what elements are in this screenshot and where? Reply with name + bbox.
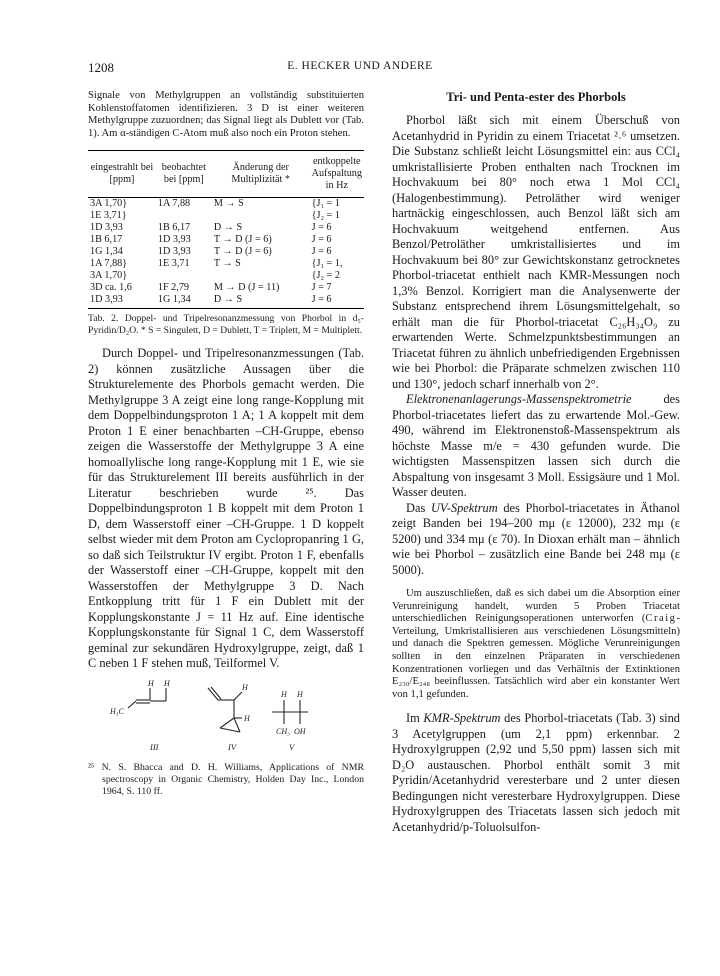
table-cell: J = 6 (310, 294, 364, 309)
emphasis: Elektronenanlagerungs-Massenspektrometrie (406, 392, 632, 406)
table-cell: M → D (J = 11) (213, 282, 280, 294)
table-row (88, 258, 364, 270)
table-cell: 1G 1,34 (156, 294, 212, 309)
page-header (88, 60, 632, 78)
table-cell: 1F 2,79 (157, 282, 190, 294)
table-cell (156, 210, 212, 222)
table-cell: 1D 3,93 (157, 246, 191, 258)
partial-structures-figure (88, 678, 364, 758)
atom-label: CH₃ (276, 726, 290, 736)
formula-label-IV: IV (228, 741, 237, 752)
table-cell (212, 210, 310, 222)
atom-label: H (164, 678, 170, 688)
table-header: entkoppelte Aufspaltung in Hz (310, 151, 364, 198)
table-row (88, 270, 364, 282)
table-row (88, 234, 364, 246)
table-row (88, 222, 364, 234)
formula-label-III: III (150, 741, 159, 752)
table-cell: 1E 3,71 (157, 258, 190, 270)
section-title: Tri- und Penta-ester des Phorbols (446, 90, 626, 104)
atom-label: H (148, 678, 154, 688)
body-paragraph (392, 392, 680, 501)
running-title: E. HECKER UND ANDERE (287, 60, 433, 72)
table-cell: D → S (213, 222, 243, 234)
text-span: Das (406, 500, 431, 515)
table-cell: T → D (J = 6) (213, 234, 272, 246)
table-cell: 1B 6,17 (157, 222, 191, 234)
table-cell: J = 7 (311, 282, 332, 294)
note-paragraph (392, 588, 680, 701)
table-cell: J = 6 (311, 234, 332, 246)
table-cell: 3D ca. 1,6 (90, 282, 132, 294)
table-cell: 1D 3,93 (90, 222, 123, 234)
table-cell: 3A 1,70} (90, 198, 128, 210)
text-span: -Verteilung, Umkristallisieren aus verschiedenen Lösungsmitteln) und danach die Spektren gemessen. Mögliche Verunreinigungen sollten in den einzelnen Präparaten in verschiedenen Konzentrationen vorliegen und das Verhältnis der Extinktionen E₂₃₀/E₂₄₈ beeinflussen. Tatsächlich wird aber ein konstanter Wert von 1,1 gefunden. (392, 613, 680, 700)
body-paragraph (392, 501, 680, 579)
table-row (88, 246, 364, 258)
table-row (88, 294, 364, 309)
intro-paragraph: Signale von Methylgruppen an vollständig substituierten Kohlenstoffatomen identifizieren. 3 D ist einer weiteren Methylgruppe zuzuordnen; das Signal liegt als Dublett vor (Tab. 1). Am α-ständigen C-Atom muß also noch ein Proton stehen. (88, 90, 364, 139)
formula-label-V: V (289, 741, 295, 752)
left-column (88, 90, 364, 798)
table-cell: M → S (213, 198, 244, 210)
footnote: ²⁵ N. S. Bhacca and D. H. Williams, Applications of NMR spectroscopy in Organic Chemistry, Holden Day Inc., London 1964, S. 110 ff. (88, 761, 364, 797)
text-span: des Phorbol-triacetates liefert das zu erwartende Mol.-Gew. 490, während im Elektronenstoß-Massenspektrum als höchste Masse m/e = 430 gefunden wurde. Die wichtigsten Massenspitzen lassen sich durch die Abspaltung von insgesamt 3 Moll. Essigsäure und 1 Mol. Wasser deuten. (392, 392, 680, 499)
table-cell: 1D 3,93 (157, 234, 191, 246)
emphasis: UV-Spektrum (430, 500, 498, 515)
table-header: Änderung der Multiplizität * (212, 151, 310, 198)
right-column (392, 90, 680, 835)
table-cell: {J₂ = 1 (311, 210, 340, 222)
table-cell: T → D (J = 6) (213, 246, 272, 258)
atom-label: H (281, 689, 287, 699)
table-cell: 1G 1,34 (90, 246, 123, 258)
structural-formulas (88, 678, 364, 758)
table-cell: {J₁ = 1, (311, 258, 343, 270)
atom-label: H (244, 713, 250, 723)
table-cell: 1A 7,88} (90, 258, 128, 270)
text-span: Um auszuschließen, daß es sich dabei um die Absorption einer Verunreinigung handelt, wurden 5 Proben Triacetat unterschiedlichen Reinigungsoperationen unterworfen ( (392, 588, 680, 625)
atom-label: OH (294, 726, 306, 736)
table-cell: 1D 3,93 (88, 294, 156, 309)
table-cell: 3A 1,70} (90, 270, 128, 282)
table-cell: 1E 3,71} (90, 210, 127, 222)
table-cell: 1B 6,17 (90, 234, 123, 246)
author-name: Craig (645, 613, 677, 625)
text-span: des Phorbol-triacetats (Tab. 3) sind 3 Acetylgruppen (um 2,1 ppm) erkennbar. 2 Hydroxylgruppen (2,92 und 5,50 ppm) lassen sich mit D₂O austauschen. Phorbol enthält somit 3 mit Pyridin/Acetanhydrid veresterbare und 2 unter diesen Bedingungen nicht veresterbare Hydroxylgruppen. Diese Hydroxylgruppen des Triacetats lassen sich jedoch mit Acetanhydrid/p-Toluolsulfon- (392, 711, 680, 834)
atom-label: H (242, 682, 248, 692)
table-cell: {J₁ = 1 (311, 198, 340, 210)
table-row (88, 282, 364, 294)
table-cell: J = 6 (311, 222, 332, 234)
table-row (88, 210, 364, 222)
table-cell: J = 6 (311, 246, 332, 258)
atom-label: H₃C (110, 706, 124, 716)
nmr-table (88, 150, 364, 309)
table-cell (156, 270, 212, 282)
table-cell (212, 270, 310, 282)
emphasis: KMR-Spektrum (423, 711, 501, 726)
table-row (88, 198, 364, 211)
table-cell: T → S (213, 258, 241, 270)
table-cell: D → S (212, 294, 310, 309)
atom-label: H (297, 689, 303, 699)
page-number: 1208 (88, 60, 114, 75)
table-cell: {J₂ = 2 (311, 270, 340, 282)
table-header: eingestrahlt bei [ppm] (88, 151, 156, 198)
body-paragraph (392, 711, 680, 835)
table-cell: 1A 7,88 (157, 198, 191, 210)
text-span: des Phorbol-triacetates in Äthanol zeigt Banden bei 194–200 mμ (ε 12000), 232 mμ (ε 5200) und 334 mμ (ε 70). In Dioxan erhält man – ähnlich wie bei Phorbol – zusätzlich eine Bande bei 248 mμ (ε 5000). (392, 500, 680, 577)
table-header: beobachtet bei [ppm] (156, 151, 212, 198)
table-caption: Tab. 2. Doppel- und Tripelresonanzmessung von Phorbol in d₅-Pyridin/D₂O. * S = Singulett, D = Dublett, T = Triplett, M = Multiplett. (88, 313, 364, 336)
body-paragraph: Durch Doppel- und Tripelresonanzmessungen (Tab. 2) können zusätzliche Aussagen über die Strukturelemente des Phorbols gemacht werden. Die Methylgruppe 3 A zeigt eine long range-Kopplung mit dem Doppelbindungsproton 1 A; 1 A koppelt mit dem Proton 1 E einer benachbarten –CH-Gruppe, ebenso zeigen die Wasserstoffe der Methylgruppe 3 A eine homoallylische long range-Kopplung mit 1 E, wie sie für das Strukturelement III bereits ausführlich in der Literatur beschrieben wurde ²⁵. Das Doppelbindungsproton 1 B koppelt mit dem Proton 1 D, dem Wasserstoff einer –CH-Gruppe. 1 D koppelt selbst wieder mit dem Proton am Cyclopropanring 1 G, so daß sich Teilstruktur IV ergibt. Proton 1 F, ebenfalls der Wasserstoff einer –CH-Gruppe, koppelt mit den Wasserstoffen der Methylgruppe 3 D. Nach Entkopplung tritt für 1 F ein Dublett mit der Kopplungskonstante J = 11 Hz auf. Eine identische Kopplungskonstante für Signal 1 C, dem Wasserstoff geminal zur sekundären Hydroxylgruppe, zeigt, daß 1 C neben 1 F stehen muß, Teilformel V. (88, 346, 364, 671)
body-paragraph: Phorbol läßt sich mit einem Überschuß von Acetanhydrid in Pyridin zu einem Triacetat ²˒⁶ umsetzen. Die Substanz schließt leicht Lösungsmittel ein: aus CCl₄ umkristallisierte Proben enthalten nach Trocknen im Hochvakuum bei 80° noch etwa 1 Mol CCl₄ (Halogenbestimmung). Petroläther wird weniger hartnäckig eingeschlossen, auch Benzol läßt sich am Hochvakuum weitgehend entfernen. Aus Benzol/Petroläther umkristallisiertes und im Hochvakuum bei 80° zur Gewichtskonstanz getrocknetes Phorbol-triacetat enthielt nach KMR-Messungen noch 1,3% Benzol. Korrigiert man die Analysenwerte der Substanz entsprechend ihrem Lösungsmittelgehalt, so erhält man die für Phorbol-triacetat C₂₆H₃₄O₉ zu erwartenden Werte. Schmelzpunktsbestimmungen an Triacetat führen zu ähnlich unbefriedigenden Ergebnissen wie bei Phorbol: die Präparate schmelzen zwischen 110 und 130°, jedoch scharf innerhalb von 2°. (392, 113, 680, 391)
text-span: Im (406, 711, 424, 726)
